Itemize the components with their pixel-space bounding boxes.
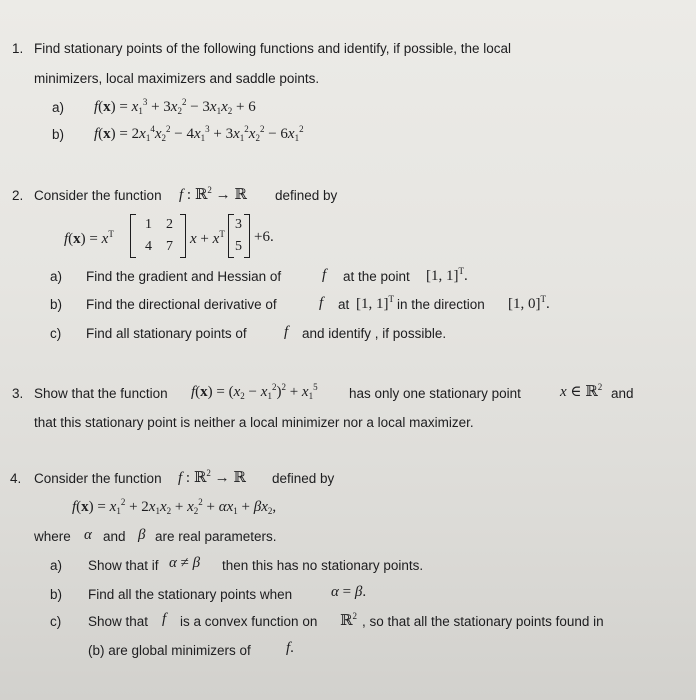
q4a-condition: α ≠ β [169, 555, 201, 571]
q4a-text: Show that if [88, 558, 159, 573]
q2b-text3: in the direction [397, 297, 485, 312]
q4c-domain: ℝ$^2$ [340, 611, 357, 629]
q4c-line2: (b) are global minimizers of [88, 643, 251, 658]
q3-text-line1c: and [611, 386, 634, 401]
q3-text-line2: that this stationary point is neither a local minimizer nor a local maximizer. [34, 415, 474, 430]
q4-number: 4. [10, 471, 22, 486]
q4-defined-by: defined by [272, 471, 335, 486]
q3-formula: $f(x) = (x_2 - x_1^2)^2 + x_1^5$ [191, 382, 318, 401]
q4-formula: $f(x) = x_1^2 + 2x_1x_2 + x_2^2 + \alpha x_1 + \beta x_2$, [72, 497, 277, 516]
q4c-text2: is a convex function on [180, 614, 318, 629]
matrix-entry: 4 [145, 239, 152, 254]
q2-domain-formula: f : ℝ$^2$ → ℝ [179, 185, 247, 203]
q1a-label: a) [52, 100, 65, 115]
q4-beta: β [138, 527, 146, 543]
q4-where: where [34, 529, 71, 544]
q2b-text2: at [338, 297, 350, 312]
q2b-label: b) [50, 297, 63, 312]
q4-and: and [103, 529, 126, 544]
q4-are-real: are real parameters. [155, 529, 277, 544]
q2b-f: f [319, 295, 324, 311]
q2a-point: [1, 1]$^T$. [426, 266, 468, 284]
q2c-label: c) [50, 326, 62, 341]
q4a-label: a) [50, 558, 63, 573]
matrix-entry: 1 [145, 217, 152, 232]
q2-function-const: +6. [254, 229, 274, 245]
q1b-formula: $f(x) = 2x_1^4x_2^2 - 4x_1^3 + 3x_1^2x_2^2 - 6x_1^2$ [94, 124, 304, 143]
vector-entry: 3 [235, 217, 242, 232]
q2c-text: Find all stationary points of [86, 326, 247, 341]
q4c-f: f [162, 611, 167, 627]
q4b-label: b) [50, 587, 63, 602]
q2b-text: Find the directional derivative of [86, 297, 277, 312]
q2a-text2: at the point [343, 269, 410, 284]
q2-function-lhs: $f(x) = x^T$ [64, 229, 114, 247]
q4c-text: Show that [88, 614, 149, 629]
q4b-condition: α = β. [331, 584, 367, 600]
q2-number: 2. [12, 188, 24, 203]
q1b-label: b) [52, 127, 65, 142]
q4c-f-end: f. [286, 640, 294, 656]
q3-text-line1b: has only one stationary point [349, 386, 521, 401]
q3-number: 3. [12, 386, 24, 401]
q2c-text2: and identify , if possible. [302, 326, 447, 341]
q2c-f: f [284, 324, 289, 340]
q1a-formula: $f(x) = x_1^3 + 3x_2^2 - 3x_1x_2 + 6$ [94, 97, 256, 116]
q2b-point: [1, 1]$^T$ [356, 294, 394, 312]
vector-entry: 5 [235, 239, 242, 254]
q2a-f: f [322, 267, 327, 283]
q2-function-mid: $x + x^T$ [190, 229, 225, 247]
q4b-text: Find all the stationary points when [88, 587, 293, 602]
q1-text-line1: Find stationary points of the following functions and identify, if possible, the local [34, 41, 512, 56]
q2-matrix-A [130, 214, 186, 258]
q2a-text: Find the gradient and Hessian of [86, 269, 282, 284]
q2-defined-by: defined by [275, 188, 338, 203]
q1-number: 1. [12, 41, 24, 56]
q4-alpha: α [84, 527, 92, 543]
matrix-entry: 2 [166, 217, 173, 232]
q4c-label: c) [50, 614, 62, 629]
q3-domain: x ∈ ℝ$^2$ [560, 382, 603, 400]
q4-intro: Consider the function [34, 471, 162, 486]
q2-vector-b [228, 214, 250, 258]
q4-domain-formula: f : ℝ$^2$ → ℝ [178, 468, 246, 486]
q3-text-line1a: Show that the function [34, 386, 168, 401]
q1-text-line2: minimizers, local maximizers and saddle points. [34, 71, 320, 86]
q2b-direction: [1, 0]$^T$. [508, 294, 550, 312]
q4a-text2: then this has no stationary points. [222, 558, 424, 573]
matrix-entry: 7 [166, 239, 173, 254]
q4c-text3: , so that all the stationary points found in [362, 614, 604, 629]
q2a-label: a) [50, 269, 63, 284]
q2-intro: Consider the function [34, 188, 162, 203]
